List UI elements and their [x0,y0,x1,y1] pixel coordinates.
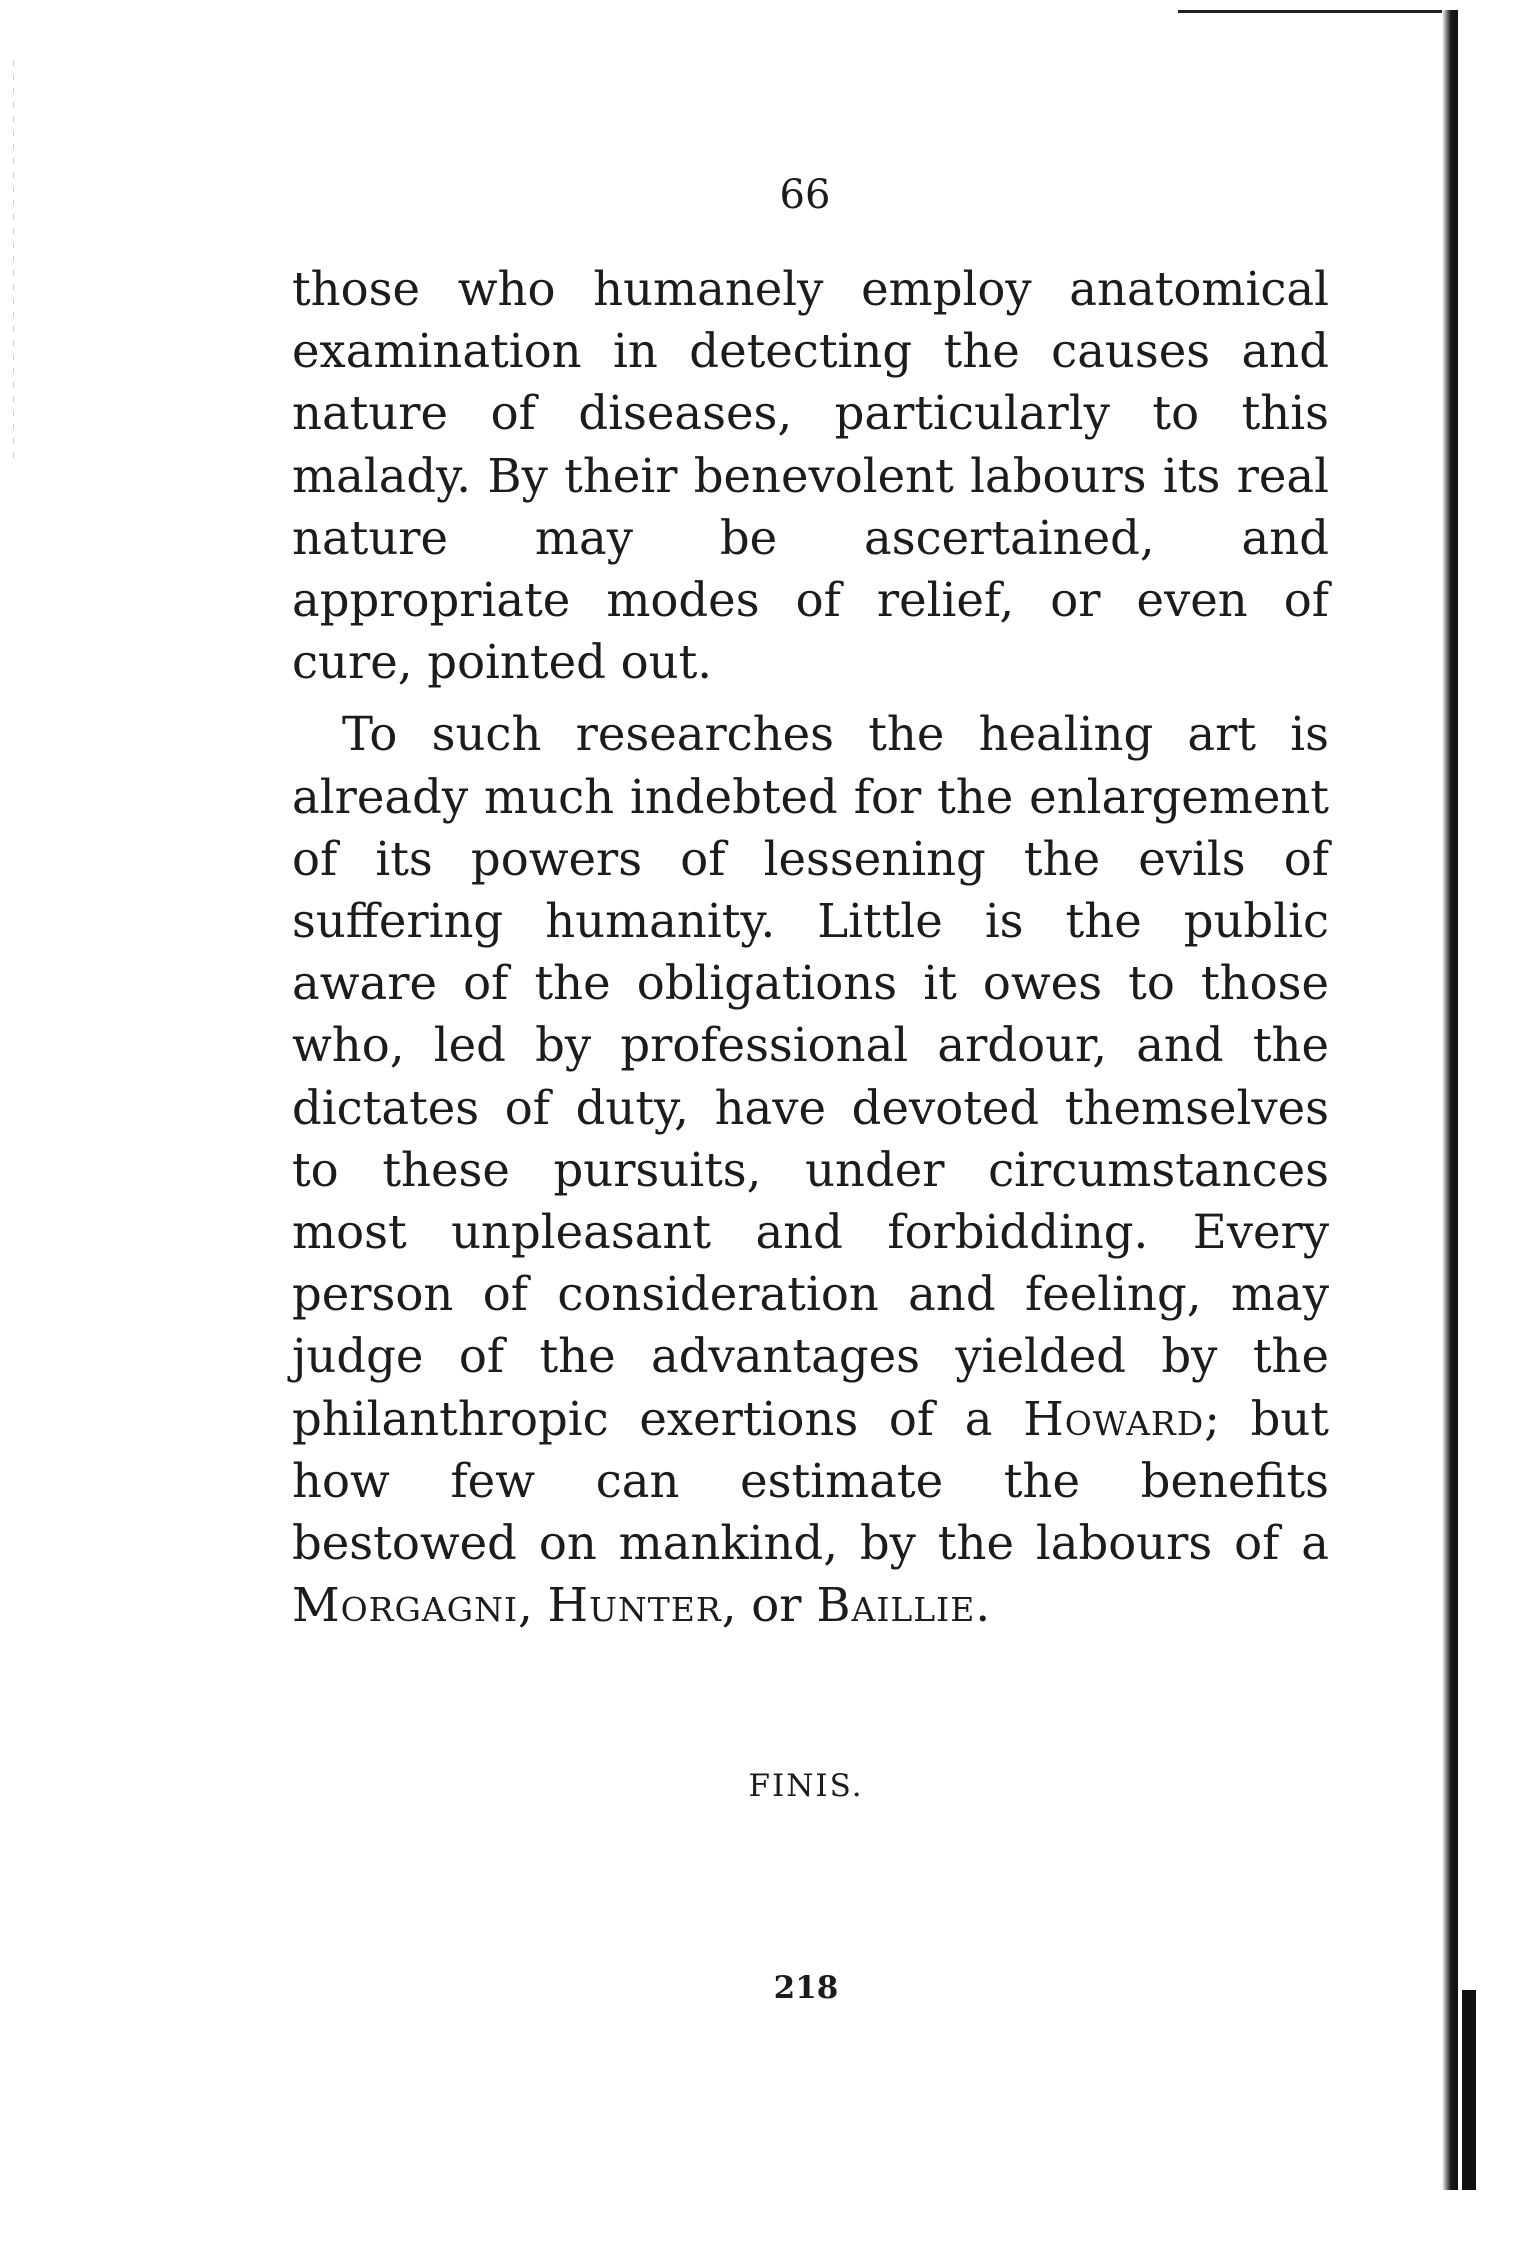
name-smallcaps: Hunter [547,1578,722,1633]
body-text [292,258,1329,1636]
page-number: 66 [779,172,831,218]
name-smallcaps: Baillie [816,1578,976,1633]
paragraph [292,703,1329,1636]
text-run: , [517,1578,548,1633]
text-run: . [975,1578,991,1633]
text-run: ; but how few can estimate the benefits bestowed on mankind, by the labours of a [292,1391,1329,1571]
scan-edge-line [1178,10,1448,13]
binding-shadow [1442,10,1458,2190]
binding-shadow-lower [1462,1990,1476,2190]
text-run: To such researches the healing art is already much indebted for the enlargement of its powers of lessening the evils of suffering humanity. Little is the public aware of the obligations it owes to those who, led by professional ardour, and the dictates of duty, have devoted themselves to these pursuits, under circumstances most unpleasant and forbidding. Every person of consideration and feeling, may judge of the advantages yielded by the philanthropic exertions of a [292,707,1329,1446]
text-run: , or [721,1578,817,1633]
name-smallcaps: Morgagni [292,1578,518,1633]
name-smallcaps: Howard [1023,1391,1205,1446]
paragraph [292,258,1329,693]
text-run: those who humanely employ anatomical examination in detecting the causes and nature of diseases, particularly to this malady. By their benevolent labours its real nature may be ascertained, and appropriate modes of relief, or even of cure, pointed out. [292,262,1329,690]
finis-label: FINIS. [748,1768,864,1804]
signature-number: 218 [773,1970,839,2006]
scan-speckle [13,60,14,460]
